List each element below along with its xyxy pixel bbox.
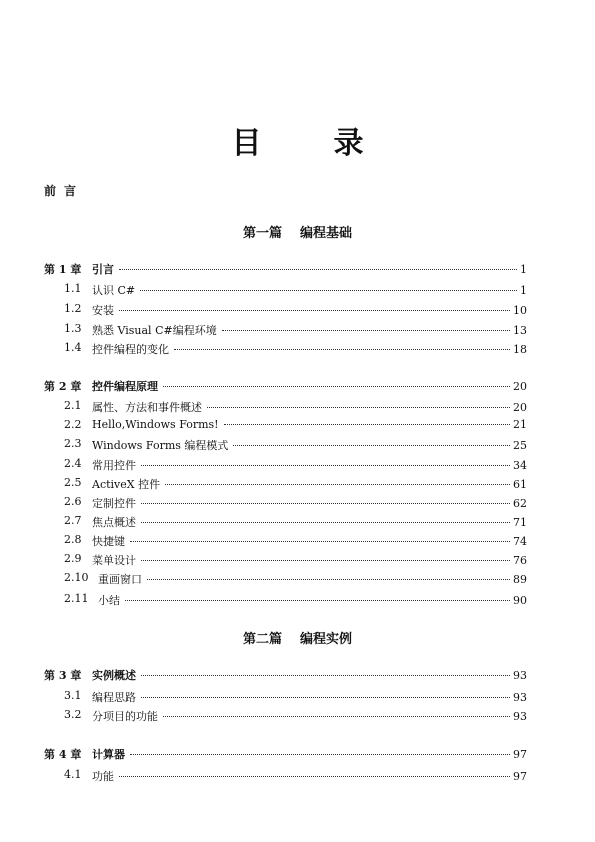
- chapter-number: 第 4 章: [44, 748, 82, 761]
- section-number: 2.5: [64, 476, 82, 489]
- toc-section[interactable]: [0, 552, 595, 568]
- page-number: 34: [513, 459, 527, 472]
- section-title: 小结: [98, 594, 120, 607]
- section-title: 认识 C#: [92, 284, 136, 297]
- section-number: 2.3: [64, 437, 82, 450]
- page-title: [0, 118, 595, 162]
- toc-chapter[interactable]: [0, 667, 595, 683]
- page-number: 1: [520, 263, 527, 276]
- section-title: 分项目的功能: [92, 710, 158, 723]
- section-number: 1.2: [64, 302, 82, 315]
- chapter-number: 第 2 章: [44, 380, 82, 393]
- toc-section[interactable]: [0, 495, 595, 511]
- chapter-number: 第 1 章: [44, 263, 82, 276]
- section-title: 重画窗口: [98, 573, 142, 586]
- page-number: 13: [513, 324, 527, 337]
- toc-section[interactable]: [0, 571, 595, 587]
- page-number: 20: [513, 401, 527, 414]
- section-number: 1.3: [64, 322, 82, 335]
- toc-section[interactable]: [0, 302, 595, 318]
- page-number: 1: [520, 284, 527, 297]
- page-number: 93: [513, 669, 527, 682]
- section-number: 2.11: [64, 592, 89, 605]
- section-title: 焦点概述: [92, 516, 136, 529]
- section-number: 2.7: [64, 514, 82, 527]
- page-number: 76: [513, 554, 527, 567]
- section-number: 2.2: [64, 418, 82, 431]
- toc-chapter[interactable]: [0, 261, 595, 277]
- section-title: 属性、方法和事件概述: [92, 401, 202, 414]
- page-number: 93: [513, 691, 527, 704]
- part-title: 编程基础: [300, 226, 353, 241]
- part-title: 编程实例: [300, 632, 353, 647]
- toc-section[interactable]: [0, 476, 595, 492]
- section-title: ActiveX 控件: [92, 478, 161, 491]
- page-number: 97: [513, 770, 527, 783]
- toc-section[interactable]: [0, 689, 595, 705]
- section-number: 1.1: [64, 282, 82, 295]
- section-title: 常用控件: [92, 459, 136, 472]
- toc-section[interactable]: [0, 592, 595, 608]
- section-number: 2.6: [64, 495, 82, 508]
- section-number: 2.4: [64, 457, 82, 470]
- toc-section[interactable]: [0, 533, 595, 549]
- section-number: 3.1: [64, 689, 82, 702]
- section-title: 控件编程的变化: [92, 343, 169, 356]
- section-title: 安装: [92, 304, 114, 317]
- section-title: 菜单设计: [92, 554, 136, 567]
- page-number: 62: [513, 497, 527, 510]
- title-char-2: 录: [333, 126, 364, 161]
- page-number: 20: [513, 380, 527, 393]
- part-label: 第二篇: [242, 632, 282, 647]
- preface-link[interactable]: 前言: [44, 184, 85, 198]
- toc-section[interactable]: [0, 282, 595, 298]
- section-title: 快捷键: [92, 535, 125, 548]
- page-number: 71: [513, 516, 527, 529]
- section-title: Windows Forms 编程模式: [92, 439, 229, 452]
- section-number: 3.2: [64, 708, 82, 721]
- page-number: 18: [513, 343, 527, 356]
- page-number: 74: [513, 535, 527, 548]
- section-title: Hello,Windows Forms!: [92, 418, 219, 431]
- toc-section[interactable]: [0, 341, 595, 357]
- page-number: 97: [513, 748, 527, 761]
- toc-section[interactable]: [0, 399, 595, 415]
- section-number: 2.8: [64, 533, 82, 546]
- chapter-title: 实例概述: [92, 669, 136, 682]
- chapter-title: 控件编程原理: [92, 380, 158, 393]
- chapter-title: 计算器: [92, 748, 125, 761]
- toc-chapter[interactable]: [0, 746, 595, 762]
- section-number: 1.4: [64, 341, 82, 354]
- toc-section[interactable]: [0, 768, 595, 784]
- toc-section[interactable]: [0, 708, 595, 724]
- section-number: 2.1: [64, 399, 82, 412]
- page-number: 89: [513, 573, 527, 586]
- section-number: 4.1: [64, 768, 82, 781]
- page-number: 93: [513, 710, 527, 723]
- part-label: 第一篇: [242, 226, 282, 241]
- chapter-title: 引言: [92, 263, 114, 276]
- section-title: 熟悉 Visual C#编程环境: [92, 324, 217, 337]
- toc-section[interactable]: [0, 457, 595, 473]
- toc-section[interactable]: [0, 418, 595, 434]
- section-title: 定制控件: [92, 497, 136, 510]
- page-number: 21: [513, 418, 527, 431]
- toc-section[interactable]: [0, 514, 595, 530]
- toc-section[interactable]: [0, 322, 595, 338]
- section-number: 2.9: [64, 552, 82, 565]
- part-heading: [0, 628, 595, 647]
- section-title: 编程思路: [92, 691, 136, 704]
- section-title: 功能: [92, 770, 114, 783]
- page-number: 25: [513, 439, 527, 452]
- chapter-number: 第 3 章: [44, 669, 82, 682]
- title-char-1: 目: [231, 126, 262, 161]
- toc-chapter[interactable]: [0, 378, 595, 394]
- page-number: 90: [513, 594, 527, 607]
- toc-section[interactable]: [0, 437, 595, 453]
- page-number: 61: [513, 478, 527, 491]
- part-heading: [0, 222, 595, 241]
- page-number: 10: [513, 304, 527, 317]
- section-number: 2.10: [64, 571, 89, 584]
